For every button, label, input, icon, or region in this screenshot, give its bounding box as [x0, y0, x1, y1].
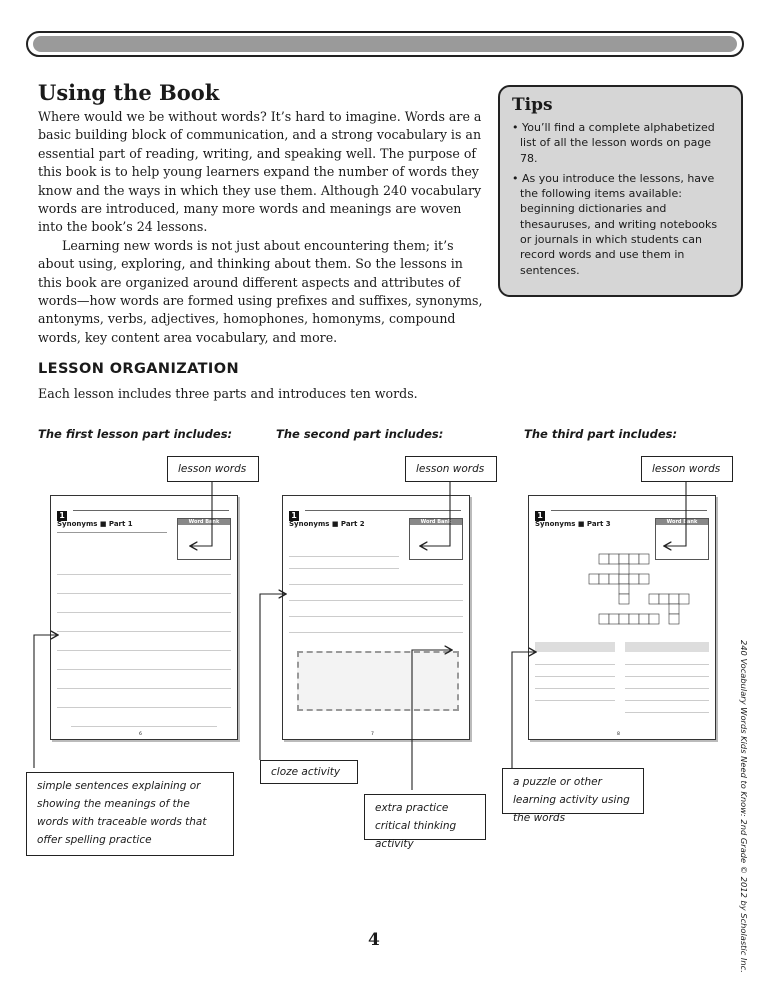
column-heading-third: The third part includes: [524, 427, 678, 441]
callout-lesson-words-3: lesson words [641, 456, 733, 482]
worksheet-title: Synonyms ■ Part 1 [57, 520, 133, 528]
sheet-page-number: 7 [371, 732, 374, 737]
callout-first-part: simple sentences explaining or showing the meanings of the words with traceable words that offer spelling practice [26, 772, 234, 856]
lesson-number: 1 [289, 511, 299, 521]
column-heading-first: The first lesson part includes: [38, 427, 233, 441]
callout-lesson-words-1: lesson words [167, 456, 259, 482]
paragraph-1: Where would we be without words? It’s hard to imagine. Words are a basic building block of communication, and a strong vocabulary is an essential part of reading, writing, and speaking well. The purpose of this book is to help young learners expand the number of words they know and the ways in which they use them. Although 240 vocabulary words are introduced, many more words and meanings are woven into the book’s 24 lessons. [38, 109, 482, 235]
word-bank-title: Word Bank [656, 519, 708, 525]
sheet-page-number: 8 [617, 732, 620, 737]
callout-cloze: cloze activity [260, 760, 358, 784]
tips-title: Tips [512, 95, 553, 115]
sheet-page-number: 6 [139, 732, 142, 737]
word-bank-title: Word Bank [178, 519, 230, 525]
callout-puzzle: a puzzle or other learning activity using the words [502, 768, 644, 814]
callout-extra-practice: extra practice critical thinking activity [364, 794, 486, 840]
worksheet-title: Synonyms ■ Part 3 [535, 520, 611, 528]
page-heading: Using the Book [38, 80, 220, 105]
tip-item: • As you introduce the lessons, have the following items available: beginning dictionaries and thesauruses, and writing notebooks or journals in which students can record words and use them in sentences. [512, 171, 718, 277]
tip-item: • You’ll find a complete alphabetized list of all the lesson words on page 78. [512, 121, 715, 165]
page-number: 4 [368, 930, 380, 950]
word-bank-title: Word Bank [410, 519, 462, 525]
paragraph-2: Learning new words is not just about encountering them; it’s about using, exploring, and thinking about them. So the lessons in this book are organized around different aspects and attributes of words—how words are formed using prefixes and suffixes, synonyms, antonyms, verbs, adjectives, homophones, homonyms, compound words, key content area vocabulary, and more. [38, 237, 483, 345]
callout-lesson-words-2: lesson words [405, 456, 497, 482]
lesson-intro: Each lesson includes three parts and introduces ten words. [38, 386, 418, 401]
column-heading-second: The second part includes: [276, 427, 444, 441]
lesson-number: 1 [57, 511, 67, 521]
worksheet-title: Synonyms ■ Part 2 [289, 520, 365, 528]
lesson-number: 1 [535, 511, 545, 521]
side-credit: 240 Vocabulary Words Kids Need to Know: 2nd Grade © 2012 by Scholastic Inc. [739, 640, 749, 973]
lesson-organization-heading: LESSON ORGANIZATION [38, 361, 239, 377]
